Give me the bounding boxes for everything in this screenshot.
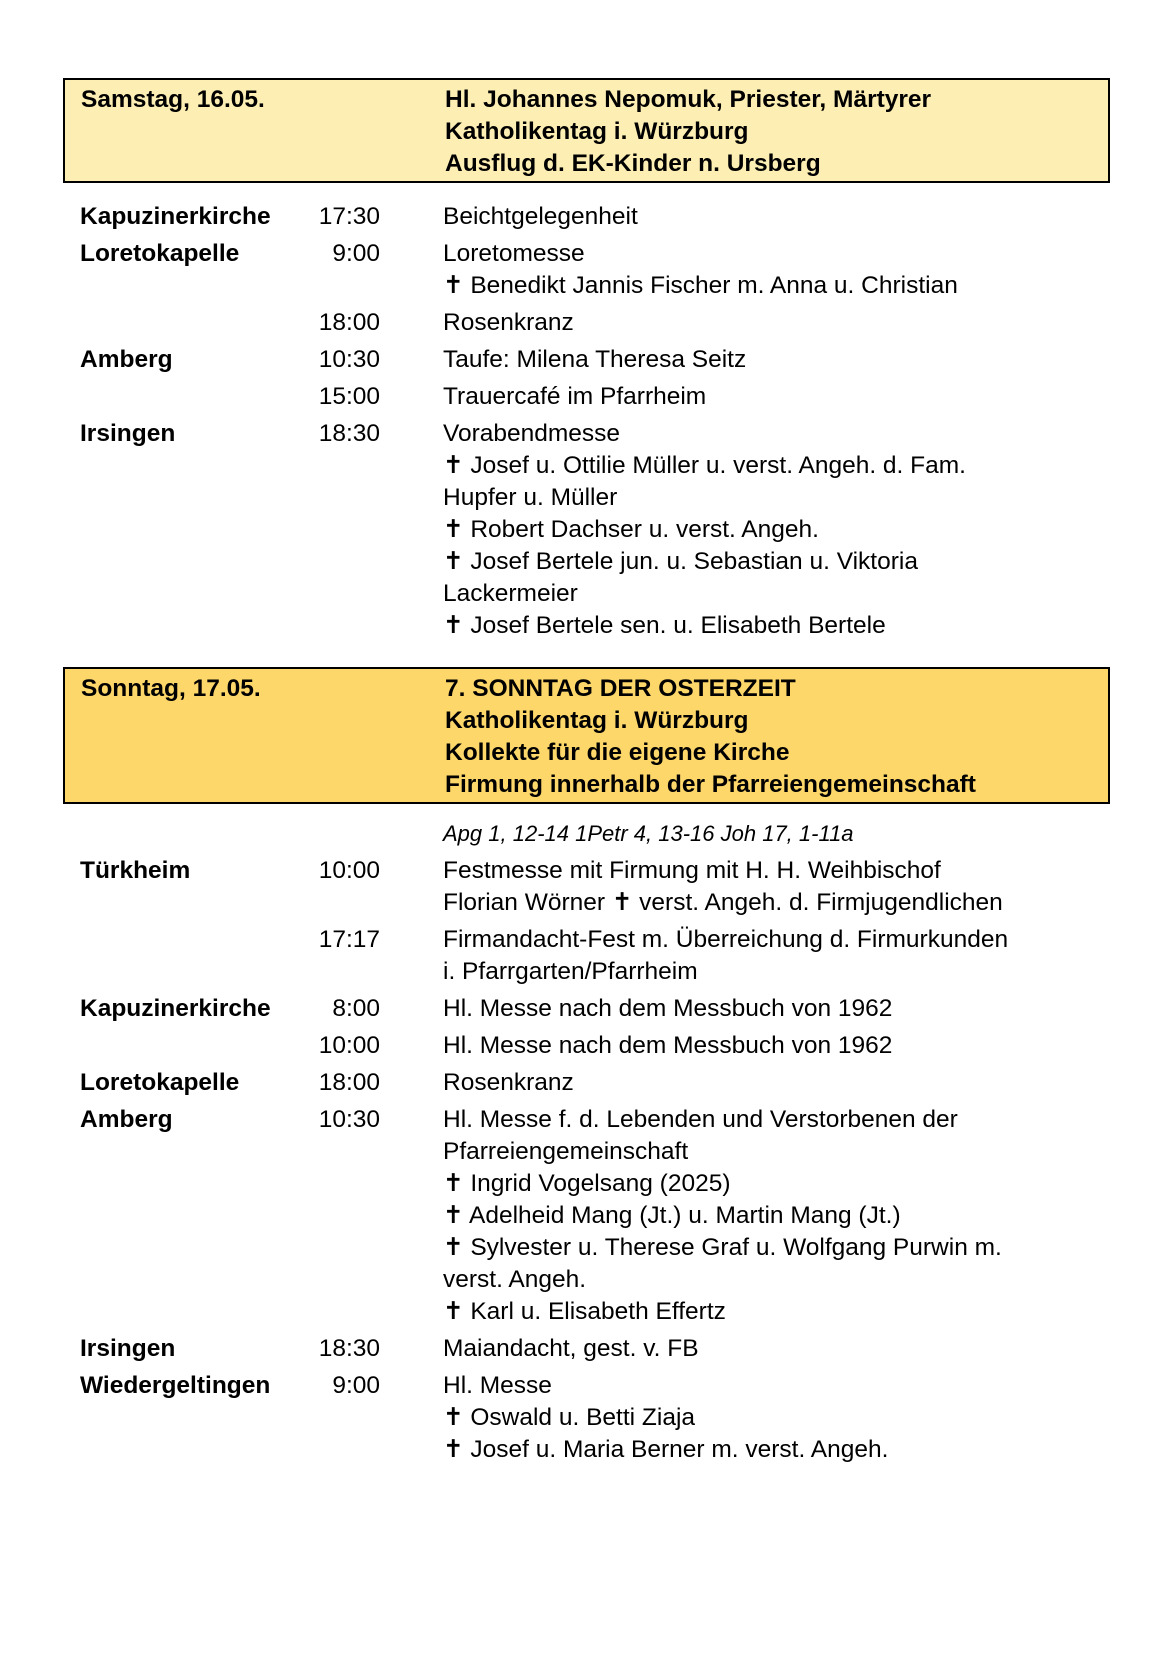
entry-line: ✝ Ingrid Vogelsang (2025)	[443, 1170, 731, 1197]
entry-time: 18:00	[318, 1069, 380, 1096]
sunday-title-line: Katholikentag i. Würzburg	[445, 707, 749, 734]
entry-time: 18:00	[318, 309, 380, 336]
entry-time: 18:30	[318, 1335, 380, 1362]
entry-lines	[443, 993, 1170, 1025]
entry-lines	[443, 238, 1170, 302]
entry-line: ✝ Karl u. Elisabeth Effertz	[443, 1298, 726, 1325]
schedule-entry	[0, 1333, 1170, 1370]
schedule-entry	[0, 1030, 1170, 1067]
entry-lines	[443, 1104, 1170, 1328]
entry-lines	[443, 1030, 1170, 1062]
schedule-entry	[0, 993, 1170, 1030]
entry-lines	[443, 1333, 1170, 1365]
entry-lines	[443, 201, 1170, 233]
entry-place: Türkheim	[80, 857, 191, 884]
schedule-entry	[0, 201, 1170, 238]
entry-line: ✝ Josef u. Maria Berner m. verst. Angeh.	[443, 1436, 889, 1463]
entry-time: 18:30	[318, 420, 380, 447]
entry-time: 17:17	[318, 926, 380, 953]
entry-place: Irsingen	[80, 420, 176, 447]
entry-line: ✝ Sylvester u. Therese Graf u. Wolfgang Purwin m.	[443, 1234, 1002, 1261]
entry-line: Hupfer u. Müller	[443, 484, 618, 511]
entry-lines	[443, 924, 1170, 988]
entry-lines	[443, 344, 1170, 376]
entry-line: ✝ Benedikt Jannis Fischer m. Anna u. Christian	[443, 272, 958, 299]
entry-place: Amberg	[80, 346, 173, 373]
schedule-entry	[0, 1104, 1170, 1333]
saturday-title-line: Ausflug d. EK-Kinder n. Ursberg	[445, 150, 821, 177]
entry-line: Hl. Messe nach dem Messbuch von 1962	[443, 995, 893, 1022]
entry-line: ✝ Josef Bertele jun. u. Sebastian u. Viktoria	[443, 548, 918, 575]
entry-line: Pfarreiengemeinschaft	[443, 1138, 689, 1165]
sunday-reading-block	[0, 818, 1170, 850]
schedule-entry	[0, 238, 1170, 307]
entry-lines	[443, 381, 1170, 413]
entry-place: Irsingen	[80, 1335, 176, 1362]
schedule-entry	[0, 855, 1170, 924]
entry-time: 10:30	[318, 346, 380, 373]
entry-line: Rosenkranz	[443, 1069, 574, 1096]
entry-line: Beichtgelegenheit	[443, 203, 638, 230]
sunday-header	[63, 667, 1110, 804]
entry-line: verst. Angeh.	[443, 1266, 587, 1293]
entry-line: Hl. Messe nach dem Messbuch von 1962	[443, 1032, 893, 1059]
entry-line: ✝ Robert Dachser u. verst. Angeh.	[443, 516, 819, 543]
sunday-titles	[445, 673, 976, 801]
entry-time: 15:00	[318, 383, 380, 410]
entry-line: ✝ Josef u. Ottilie Müller u. verst. Angeh. d. Fam.	[443, 452, 966, 479]
entry-line: i. Pfarrgarten/Pfarrheim	[443, 958, 698, 985]
entry-line: Florian Wörner ✝ verst. Angeh. d. Firmjugendlichen	[443, 889, 1003, 916]
entry-line: Festmesse mit Firmung mit H. H. Weihbischof	[443, 857, 941, 884]
entry-place: Kapuzinerkirche	[80, 203, 271, 230]
entry-place: Amberg	[80, 1106, 173, 1133]
entry-line: Lackermeier	[443, 580, 578, 607]
entry-lines	[443, 307, 1170, 339]
entry-place: Loretokapelle	[80, 1069, 240, 1096]
saturday-titles	[445, 84, 931, 180]
entry-line: ✝ Josef Bertele sen. u. Elisabeth Bertele	[443, 612, 886, 639]
entry-line: Trauercafé im Pfarrheim	[443, 383, 707, 410]
saturday-entries	[0, 201, 1170, 647]
entry-lines	[443, 855, 1170, 919]
entry-time: 17:30	[318, 203, 380, 230]
entry-line: Firmandacht-Fest m. Überreichung d. Firmurkunden	[443, 926, 1009, 953]
saturday-day-label: Samstag, 16.05.	[81, 86, 265, 113]
entry-line: Hl. Messe f. d. Lebenden und Verstorbenen der	[443, 1106, 958, 1133]
schedule-entry	[0, 344, 1170, 381]
entry-time: 10:00	[318, 857, 380, 884]
entry-time: 9:00	[332, 240, 380, 267]
entry-line: Taufe: Milena Theresa Seitz	[443, 346, 747, 373]
sunday-day-label: Sonntag, 17.05.	[81, 675, 261, 702]
entry-time: 10:30	[318, 1106, 380, 1133]
saturday-title-line: Hl. Johannes Nepomuk, Priester, Märtyrer	[445, 86, 932, 113]
sunday-title-line: Kollekte für die eigene Kirche	[445, 739, 790, 766]
entry-lines	[443, 1370, 1170, 1466]
entry-place: Wiedergeltingen	[80, 1372, 271, 1399]
entry-line: ✝ Oswald u. Betti Ziaja	[443, 1404, 696, 1431]
schedule-entry	[0, 418, 1170, 647]
schedule-entry	[0, 924, 1170, 993]
sunday-title-line: Firmung innerhalb der Pfarreiengemeinschaft	[445, 771, 976, 798]
entry-line: Vorabendmesse	[443, 420, 621, 447]
saturday-header	[63, 78, 1110, 183]
entry-line: Loretomesse	[443, 240, 585, 267]
sunday-entries	[0, 855, 1170, 1471]
saturday-title-line: Katholikentag i. Würzburg	[445, 118, 749, 145]
sunday-title-line: 7. SONNTAG DER OSTERZEIT	[445, 675, 796, 702]
entry-time: 10:00	[318, 1032, 380, 1059]
entry-place: Kapuzinerkirche	[80, 995, 271, 1022]
schedule-entry	[0, 381, 1170, 418]
entry-lines	[443, 418, 1170, 642]
entry-line: Maiandacht, gest. v. FB	[443, 1335, 699, 1362]
schedule-entry	[0, 1370, 1170, 1471]
scripture-reading: Apg 1, 12-14 1Petr 4, 13-16 Joh 17, 1-11a	[443, 821, 854, 846]
entry-time: 8:00	[332, 995, 380, 1022]
entry-place: Loretokapelle	[80, 240, 240, 267]
entry-line: Hl. Messe	[443, 1372, 552, 1399]
entry-line: Rosenkranz	[443, 309, 574, 336]
entry-line: ✝ Adelheid Mang (Jt.) u. Martin Mang (Jt.)	[443, 1202, 901, 1229]
entry-lines	[443, 1067, 1170, 1099]
entry-time: 9:00	[332, 1372, 380, 1399]
schedule-entry	[0, 307, 1170, 344]
schedule-entry	[0, 1067, 1170, 1104]
